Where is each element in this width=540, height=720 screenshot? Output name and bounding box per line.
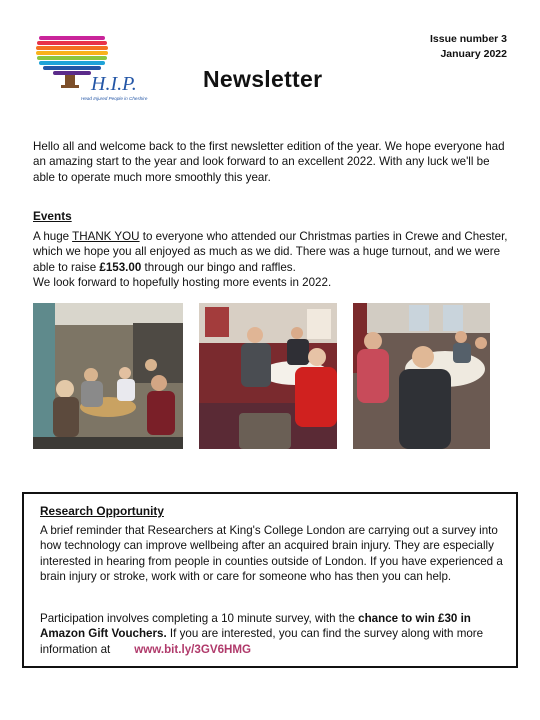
party-photo-chester-2 [353,303,490,449]
research-participation: Participation involves completing a 10 minute survey, with the chance to win £30 in Amazon Gift Vouchers. If you are interested, you can find the survey along with more information at www.bit.ly/3GV6HMG [40,612,484,656]
research-heading: Research Opportunity [40,504,164,518]
party-photo-chester-1 [199,303,337,449]
hip-logo [33,30,151,108]
research-paragraph: A brief reminder that Researchers at King's College London are carrying out a survey into how technology can improve wellbeing after an acquired brain injury. They are especially interested in hearing from people in counties outside of London. If you have experienced a brain injury or stroke, work with or care for someone who has then you can help. [40,524,503,583]
survey-link[interactable]: www.bit.ly/3GV6HMG [134,642,252,656]
party-photo-crewe [33,303,183,449]
prize-text: chance to win £30 in Amazon Gift Vouchers. [40,612,471,641]
issue-number: Issue number 3 [429,33,507,45]
amount-raised: £153.00 [99,260,142,274]
events-closing: We look forward to hopefully hosting more events in 2022. [33,275,332,289]
issue-info [430,32,507,62]
research-opportunity-box [22,492,518,668]
logo-tagline: Head Injured People in Cheshire [81,96,148,101]
thank-you-text: THANK YOU [72,230,140,243]
issue-date: January 2022 [440,48,507,60]
page-title: Newsletter [203,66,323,92]
intro-paragraph: Hello all and welcome back to the first newsletter edition of the year. We hope everyone had an amazing start to the year and look forward to an excellent 2022. With any luck we'll be able to operate much more smoothly this year. [33,140,505,184]
events-paragraph: A huge THANK YOU to everyone who attended our Christmas parties in Crewe and Chester, which we hope you all enjoyed as much as we did. There was a huge turnout, and we were able to raise £153.00 through our bingo and raffles. We look forward to hopefully hosting more events in 2022. [33,230,508,289]
events-heading: Events [33,209,72,223]
logo-text: H.I.P. [91,73,137,95]
